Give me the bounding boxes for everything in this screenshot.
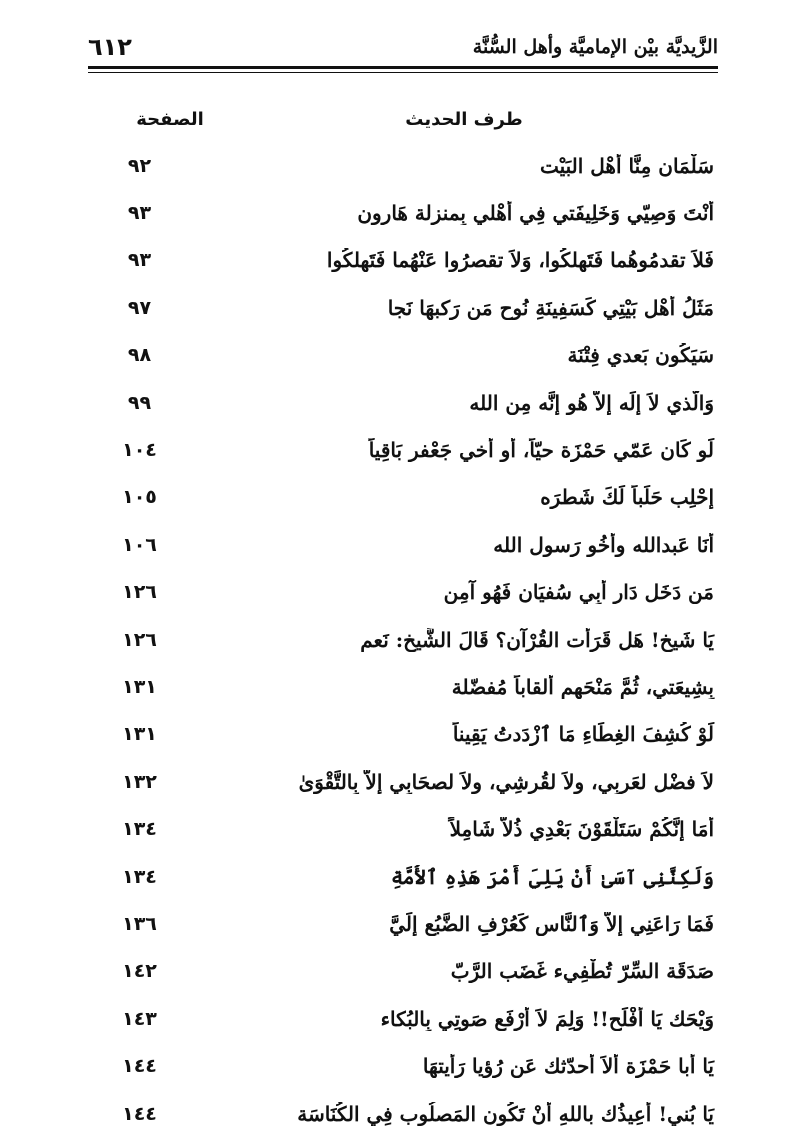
table-body — [88, 142, 718, 1137]
hadith-text: وَيْحَك يَا أَفْلَح!! وَلِمَ لاَ أَرْفَع صَوتِي بِالبُكاء — [380, 1006, 714, 1031]
hadith-index-table — [88, 96, 718, 1137]
page-reference: ١٣٤ — [122, 865, 157, 888]
table-row — [88, 332, 718, 379]
header-rule-thick — [88, 66, 718, 69]
header-rule-thin — [88, 72, 718, 73]
hadith-text: صَدَقَة السِّرّ تُطْفِيء غَضَب الرَّبّ — [450, 959, 714, 984]
table-row — [88, 900, 718, 947]
table-row — [88, 995, 718, 1042]
page-reference: ١٢٦ — [122, 628, 157, 651]
hadith-text: أَنَا عَبدالله وأَخُو رَسول الله — [493, 532, 714, 557]
page-reference: ٩٨ — [127, 344, 152, 367]
page-reference: ٩٩ — [127, 391, 152, 414]
table-row — [88, 711, 718, 758]
table-row — [88, 569, 718, 616]
page-reference: ١٠٤ — [122, 439, 157, 462]
column-header-page: الصفحة — [136, 108, 204, 130]
table-row — [88, 805, 718, 852]
table-row — [88, 1090, 718, 1137]
hadith-text: أَمَا إِنَّكُمْ سَتَلْقَوْنَ بَعْدِي ذُلاًّ شَامِلاً — [449, 817, 714, 842]
table-row — [88, 426, 718, 473]
table-row — [88, 663, 718, 710]
hadith-text: يَا أَبا حَمْزَة أَلاَ أُحدّثك عَن رُؤيا رَأيتهَا — [422, 1054, 714, 1079]
page-reference: ١٤٣ — [122, 1007, 157, 1030]
hadith-text: مَن دَخَل دَار أَبِي سُفيَان فَهُو آمِن — [443, 580, 714, 605]
page-reference: ٩٧ — [127, 296, 152, 319]
page-reference: ١٣٤ — [122, 818, 157, 841]
table-row — [88, 474, 718, 521]
hadith-text: وَلَكِنَّنِي آسَىٰ أَنْ يَلِيَ أَمْرَ هَذِهِ ٱلأُمَّةِ — [390, 864, 714, 889]
table-row — [88, 1042, 718, 1089]
page-reference: ١٣١ — [122, 675, 157, 698]
hadith-text: إِحْلِب حَلَباً لَكَ شَطرَه — [540, 485, 714, 510]
page-reference: ١٤٢ — [122, 960, 157, 983]
page-number: ٦١٢ — [88, 33, 132, 61]
hadith-text: أَنْتَ وَصِيّي وَخَلِيفَتي فِي أَهْلي بِمنزِلة هَارون — [357, 201, 714, 226]
page-reference: ٩٣ — [127, 202, 152, 225]
hadith-text: فَلاَ تقدمُوهُما فَتَهلكُوا، وَلاَ تقصرُوا عَنْهُما فَتَهلكُوا — [326, 248, 714, 273]
hadith-text: يَا بُني! أُعِيذُك باللهِ أَنْ تَكُون المَصلُوب فِي الكُنَاسَة — [297, 1101, 714, 1126]
page-reference: ١٣١ — [122, 723, 157, 746]
table-row — [88, 284, 718, 331]
page-reference: ٩٣ — [127, 249, 152, 272]
hadith-text: سَيَكُون بَعدي فِتْنَة — [567, 343, 714, 368]
hadith-text: لاَ فضْل لعَربِي، ولاَ لقُرشِي، ولاَ لصحَابِي إِلاَّ بِالتَّقْوَىٰ — [298, 769, 714, 794]
page-reference: ١٣٦ — [122, 912, 157, 935]
page-reference: ١٢٦ — [122, 581, 157, 604]
table-row — [88, 379, 718, 426]
hadith-text: وَالَّذي لاَ إِلَه إِلاَّ هُو إِنَّه مِن الله — [469, 390, 714, 415]
page-reference: ١٣٢ — [122, 770, 157, 793]
page-reference: ١٤٤ — [122, 1055, 157, 1078]
hadith-text: سَلْمَان مِنَّا أَهْل البَيْت — [539, 153, 714, 178]
hadith-text: يَا شَيخ! هَل قَرَأت القُرْآن؟ قَالَ الشَّيخ: نَعم — [360, 627, 714, 652]
table-row — [88, 521, 718, 568]
table-row — [88, 237, 718, 284]
table-row — [88, 948, 718, 995]
hadith-text: لَوْ كُشِفَ الغِطَاءِ مَا ٱزْدَدتُ يَقِيناً — [452, 722, 714, 747]
column-header-hadith: طرف الحديث — [405, 108, 523, 130]
page-reference: ٩٢ — [127, 154, 152, 177]
hadith-text: بِشِيعَتي، ثُمَّ مَنْحَهم أَلقاباً مُفضّلة — [451, 674, 714, 699]
table-row — [88, 142, 718, 189]
running-title: الزَّيديَّة بيْن الإماميَّة وأهل السُّنَّة — [472, 36, 718, 58]
table-header — [88, 96, 718, 142]
page-header — [88, 30, 718, 64]
table-row — [88, 616, 718, 663]
page-reference: ١٠٥ — [122, 486, 157, 509]
hadith-text: مَثَلُ أَهْل بَيْتِي كَسَفِينَةِ نُوح مَن رَكبهَا نَجا — [387, 295, 714, 320]
page-reference: ١٤٤ — [122, 1102, 157, 1125]
hadith-text: لَو كَان عَمّي حَمْزَة حيّاً، أَو أَخي جَعْفر بَاقِياً — [368, 438, 714, 463]
table-row — [88, 758, 718, 805]
table-row — [88, 853, 718, 900]
hadith-text: فَمَا رَاعَنِي إِلاَّ وَٱلنَّاس كَعُرْفِ الضَّبُعِ إِلَيَّ — [389, 911, 714, 936]
page-reference: ١٠٦ — [122, 533, 157, 556]
table-row — [88, 189, 718, 236]
